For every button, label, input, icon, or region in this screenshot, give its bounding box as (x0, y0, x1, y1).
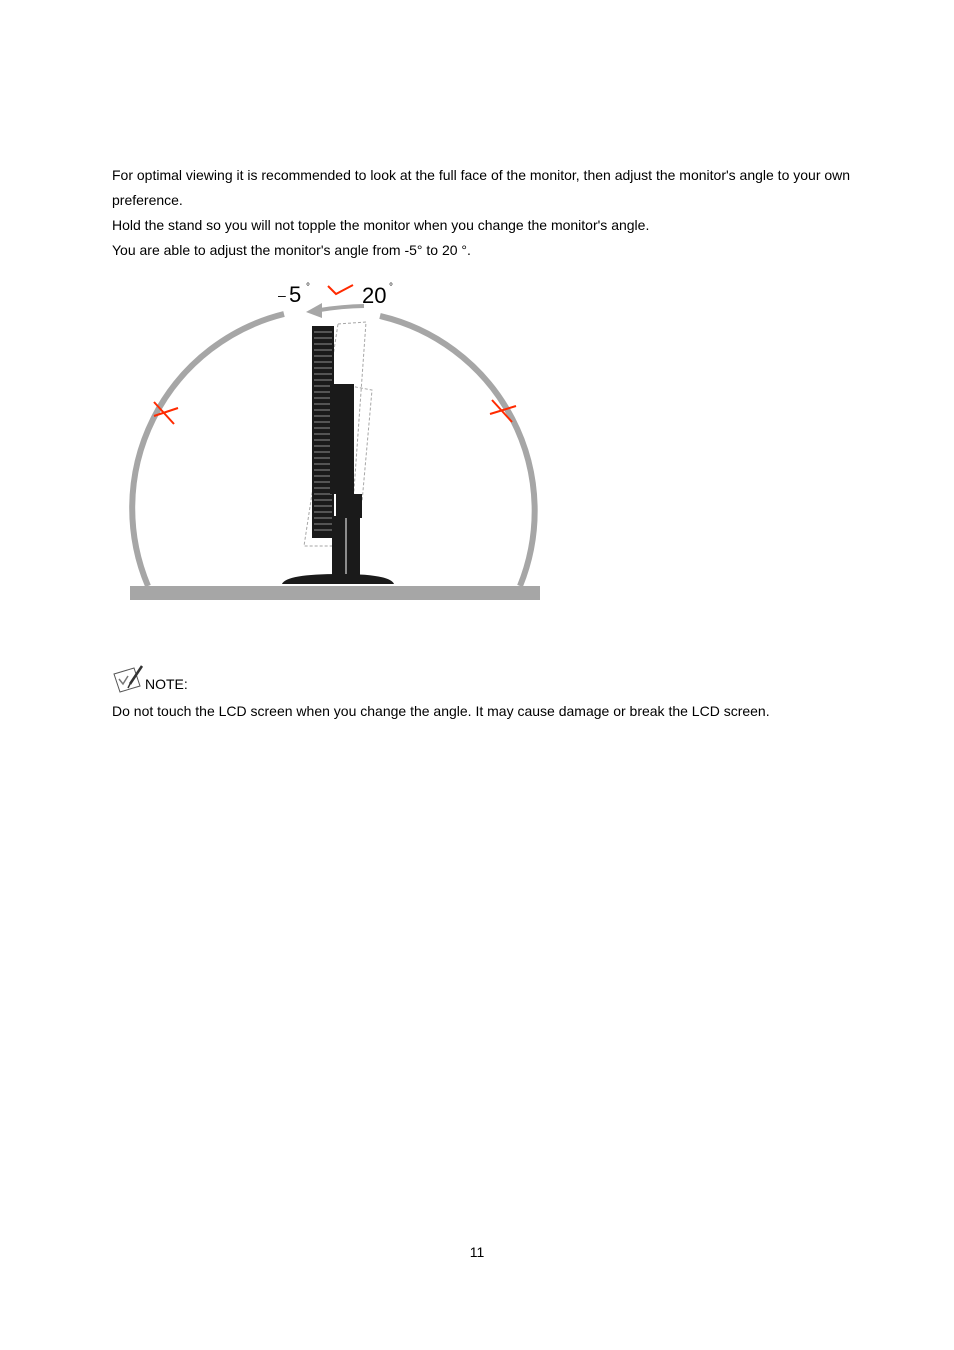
max-angle-degree: ° (389, 282, 393, 293)
tilt-arrow (320, 306, 364, 310)
tilt-angle-diagram (124, 272, 546, 606)
note-text: Do not touch the LCD screen when you change the angle. It may cause damage or break the LCD screen. (112, 703, 770, 719)
note-pencil-icon (112, 664, 144, 694)
tilt-arc-right (380, 316, 535, 586)
check-mark (328, 285, 353, 294)
angle-range-paragraph: You are able to adjust the monitor's angle from -5° to 20 °. (112, 242, 471, 258)
floor-bar (130, 586, 540, 600)
stand-base (282, 574, 394, 584)
page-number: 11 (469, 1244, 485, 1260)
intro-paragraph: For optimal viewing it is recommended to look at the full face of the monitor, then adjust the monitor's angle to your own preference. (112, 167, 851, 208)
min-angle-sign: – (278, 287, 286, 303)
tilt-arc-left (132, 314, 284, 586)
max-angle-value: 20 (362, 283, 387, 308)
monitor-back-cover (330, 384, 354, 494)
min-angle-degree: ° (306, 282, 310, 293)
min-angle-value: 5 (289, 282, 302, 307)
stand-hinge (336, 494, 362, 518)
stand-paragraph: Hold the stand so you will not topple the monitor when you change the monitor's angle. (112, 217, 650, 233)
note-label: NOTE: (145, 676, 188, 692)
tilt-arrowhead (306, 303, 322, 318)
